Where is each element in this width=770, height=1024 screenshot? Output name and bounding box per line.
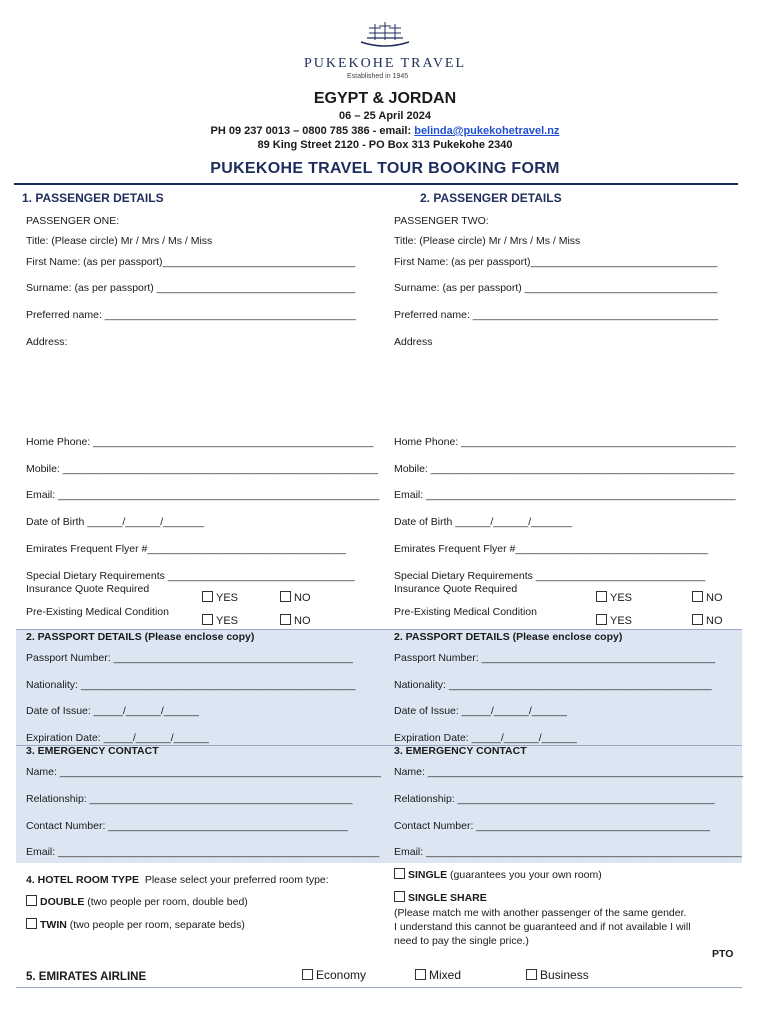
mixed-label: Mixed bbox=[429, 968, 462, 982]
checkbox-icon bbox=[26, 895, 37, 906]
checkbox-icon bbox=[692, 591, 703, 602]
section-passenger-2: 2. PASSENGER DETAILS bbox=[420, 191, 562, 205]
p1-mobile-field[interactable]: Mobile: ______________________________________________________ bbox=[26, 463, 379, 475]
logo-name: PUKEKOHE TRAVEL bbox=[303, 56, 467, 71]
checkbox-icon bbox=[202, 591, 213, 602]
checkbox-icon bbox=[415, 969, 426, 980]
p1-address-field[interactable]: Address: bbox=[26, 336, 68, 348]
share-note-1: (Please match me with another passenger of the same gender. bbox=[394, 907, 687, 919]
e1-contact-number-field[interactable]: Contact Number: _________________________________________ bbox=[26, 820, 348, 832]
yes-label: YES bbox=[610, 615, 633, 627]
e2-email-field[interactable]: Email: ______________________________________________________ bbox=[394, 846, 742, 858]
ship-logo-icon bbox=[355, 20, 415, 52]
p1-nationality-field[interactable]: Nationality: _______________________________________________ bbox=[26, 679, 356, 691]
p1-issue-date-field[interactable]: Date of Issue: _____/______/______ bbox=[26, 705, 199, 717]
email-link[interactable]: belinda@pukekohetravel.nz bbox=[414, 125, 560, 137]
trip-dates: 06 – 25 April 2024 bbox=[339, 110, 431, 122]
logo bbox=[0, 20, 770, 82]
checkbox-icon bbox=[596, 614, 607, 625]
yes-label: YES bbox=[216, 592, 239, 604]
p2-medical-no[interactable] bbox=[692, 614, 723, 627]
no-label: NO bbox=[706, 592, 723, 604]
p1-insurance-no[interactable] bbox=[280, 591, 311, 604]
p1-emirates-field[interactable]: Emirates Frequent Flyer #__________________________________ bbox=[26, 543, 346, 555]
checkbox-icon bbox=[692, 614, 703, 625]
phone-text: PH 09 237 0013 – 0800 785 386 - email: bbox=[210, 125, 412, 137]
trip-title: EGYPT & JORDAN bbox=[313, 90, 457, 107]
mixed-option[interactable] bbox=[415, 968, 461, 982]
hotel-instruction: Please select your preferred room type: bbox=[144, 874, 329, 886]
p2-insurance-label: Insurance Quote Required bbox=[394, 583, 518, 595]
contact-line bbox=[0, 125, 770, 137]
p1-insurance-yes[interactable] bbox=[202, 591, 238, 604]
twin-note: (two people per room, separate beds) bbox=[69, 919, 245, 931]
economy-option[interactable] bbox=[302, 968, 366, 982]
checkbox-icon bbox=[596, 591, 607, 602]
p2-emirates-field[interactable]: Emirates Frequent Flyer #_________________________________ bbox=[394, 543, 709, 555]
p2-expiry-date-field[interactable]: Expiration Date: _____/______/______ bbox=[394, 732, 577, 744]
pto-label: PTO bbox=[712, 948, 734, 960]
form-title: PUKEKOHE TRAVEL TOUR BOOKING FORM bbox=[210, 160, 560, 177]
section-passport-2: 2. PASSPORT DETAILS (Please enclose copy) bbox=[394, 631, 623, 643]
section-emergency-1: 3. EMERGENCY CONTACT bbox=[26, 745, 159, 757]
no-label: NO bbox=[706, 615, 723, 627]
p1-expiry-date-field[interactable]: Expiration Date: _____/______/______ bbox=[26, 732, 209, 744]
e1-relationship-field[interactable]: Relationship: _____________________________________________ bbox=[26, 793, 353, 805]
yes-label: YES bbox=[216, 615, 239, 627]
p1-insurance-label: Insurance Quote Required bbox=[26, 583, 150, 595]
p1-home-phone-field[interactable]: Home Phone: ________________________________________________ bbox=[26, 436, 374, 448]
checkbox-icon bbox=[394, 868, 405, 879]
p2-issue-date-field[interactable]: Date of Issue: _____/______/______ bbox=[394, 705, 567, 717]
p2-passport-number-field[interactable]: Passport Number: ________________________________________ bbox=[394, 652, 716, 664]
economy-label: Economy bbox=[316, 968, 367, 982]
checkbox-icon bbox=[280, 591, 291, 602]
p1-email-field[interactable]: Email: _______________________________________________________ bbox=[26, 489, 380, 501]
single-share-label: SINGLE SHARE bbox=[408, 892, 487, 904]
section-passenger-1: 1. PASSENGER DETAILS bbox=[22, 191, 164, 205]
double-note: (two people per room, double bed) bbox=[87, 896, 248, 908]
p2-medical-yes[interactable] bbox=[596, 614, 632, 627]
section-emergency-2: 3. EMERGENCY CONTACT bbox=[394, 745, 527, 757]
p1-medical-label: Pre-Existing Medical Condition bbox=[26, 606, 169, 618]
share-note-2: I understand this cannot be guaranteed and if not available I will bbox=[394, 921, 691, 933]
hotel-heading bbox=[26, 874, 329, 886]
section-passport-1: 2. PASSPORT DETAILS (Please enclose copy) bbox=[26, 631, 255, 643]
p1-dob-field[interactable]: Date of Birth ______/______/_______ bbox=[26, 516, 205, 528]
address-line: 89 King Street 2120 - PO Box 313 Pukekohe 2340 bbox=[257, 139, 513, 151]
single-option[interactable] bbox=[394, 868, 602, 881]
single-share-option[interactable] bbox=[394, 891, 487, 904]
p1-surname-field[interactable]: Surname: (as per passport) __________________________________ bbox=[26, 282, 356, 294]
p2-dob-field[interactable]: Date of Birth ______/______/_______ bbox=[394, 516, 573, 528]
p2-preferred-name-field[interactable]: Preferred name: __________________________________________ bbox=[394, 309, 719, 321]
e2-contact-number-field[interactable]: Contact Number: ________________________________________ bbox=[394, 820, 710, 832]
p1-medical-no[interactable] bbox=[280, 614, 311, 627]
e2-relationship-field[interactable]: Relationship: ____________________________________________ bbox=[394, 793, 715, 805]
no-label: NO bbox=[294, 592, 311, 604]
p1-title-field[interactable]: Title: (Please circle) Mr / Mrs / Ms / Miss bbox=[26, 235, 213, 247]
p1-passport-number-field[interactable]: Passport Number: _________________________________________ bbox=[26, 652, 353, 664]
airline-divider bbox=[16, 987, 742, 988]
p2-nationality-field[interactable]: Nationality: _____________________________________________ bbox=[394, 679, 712, 691]
band-top-border bbox=[16, 629, 742, 630]
logo-tagline: Established in 1945 bbox=[347, 73, 409, 80]
p1-preferred-name-field[interactable]: Preferred name: ___________________________________________ bbox=[26, 309, 356, 321]
checkbox-icon bbox=[526, 969, 537, 980]
e2-name-field[interactable]: Name: ______________________________________________________ bbox=[394, 766, 744, 778]
p2-first-name-field[interactable]: First Name: (as per passport)________________________________ bbox=[394, 256, 718, 268]
title-divider bbox=[14, 183, 738, 185]
share-note-3: need to pay the single price.) bbox=[394, 935, 529, 947]
business-option[interactable] bbox=[526, 968, 589, 982]
p2-home-phone-field[interactable]: Home Phone: _______________________________________________ bbox=[394, 436, 736, 448]
p1-medical-yes[interactable] bbox=[202, 614, 238, 627]
p2-title-field[interactable]: Title: (Please circle) Mr / Mrs / Ms / Miss bbox=[394, 235, 581, 247]
checkbox-icon bbox=[394, 891, 405, 902]
p2-mobile-field[interactable]: Mobile: ____________________________________________________ bbox=[394, 463, 735, 475]
checkbox-icon bbox=[302, 969, 313, 980]
e1-email-field[interactable]: Email: _______________________________________________________ bbox=[26, 846, 380, 858]
no-label: NO bbox=[294, 615, 311, 627]
p1-dietary-field[interactable]: Special Dietary Requirements ________________________________ bbox=[26, 570, 355, 582]
twin-label: TWIN bbox=[40, 919, 67, 931]
section-hotel: 4. HOTEL ROOM TYPE bbox=[26, 874, 139, 886]
p2-surname-field[interactable]: Surname: (as per passport) _________________________________ bbox=[394, 282, 718, 294]
p2-insurance-yes[interactable] bbox=[596, 591, 632, 604]
single-note: (guarantees you your own room) bbox=[450, 869, 602, 881]
p2-dietary-field[interactable]: Special Dietary Requirements _____________________________ bbox=[394, 570, 706, 582]
p2-medical-label: Pre-Existing Medical Condition bbox=[394, 606, 537, 618]
p2-address-field[interactable]: Address bbox=[394, 336, 433, 348]
single-label: SINGLE bbox=[408, 869, 448, 881]
p2-email-field[interactable]: Email: _____________________________________________________ bbox=[394, 489, 736, 501]
p2-insurance-no[interactable] bbox=[692, 591, 723, 604]
double-option[interactable] bbox=[26, 895, 248, 908]
e1-name-field[interactable]: Name: _______________________________________________________ bbox=[26, 766, 382, 778]
checkbox-icon bbox=[280, 614, 291, 625]
checkbox-icon bbox=[202, 614, 213, 625]
yes-label: YES bbox=[610, 592, 633, 604]
section-airline: 5. EMIRATES AIRLINE bbox=[26, 971, 147, 983]
business-label: Business bbox=[540, 968, 589, 982]
checkbox-icon bbox=[26, 918, 37, 929]
p1-first-name-field[interactable]: First Name: (as per passport)_________________________________ bbox=[26, 256, 356, 268]
double-label: DOUBLE bbox=[40, 896, 85, 908]
twin-option[interactable] bbox=[26, 918, 245, 931]
p2-heading: PASSENGER TWO: bbox=[394, 215, 489, 227]
p1-heading: PASSENGER ONE: bbox=[26, 215, 120, 227]
